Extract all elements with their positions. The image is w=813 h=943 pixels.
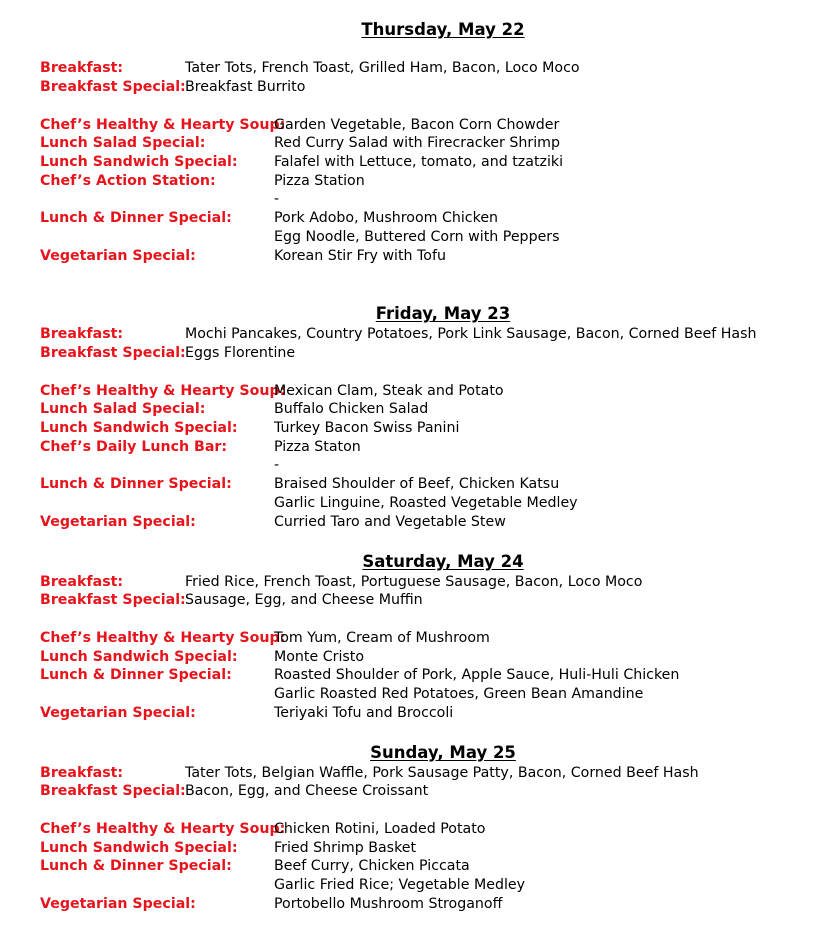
- meal-label: Chef’s Action Station:: [40, 173, 216, 189]
- meal-label: Breakfast Special:: [40, 783, 186, 799]
- meal-value: Braised Shoulder of Beef, Chicken Katsu: [274, 476, 560, 492]
- meal-value: Teriyaki Tofu and Broccoli: [274, 705, 454, 721]
- meal-value: Red Curry Salad with Firecracker Shrimp: [274, 135, 560, 151]
- menu-row: [0, 857, 813, 876]
- menu-row: [0, 382, 813, 401]
- menu-row: [0, 209, 813, 228]
- menu-row: [0, 648, 813, 667]
- meal-value: Monte Cristo: [274, 649, 365, 665]
- meal-value: Korean Stir Fry with Tofu: [274, 248, 446, 264]
- meal-label: Lunch Sandwich Special:: [40, 840, 238, 856]
- menu-row: [0, 153, 813, 172]
- menu-row: [0, 764, 813, 783]
- menu-row: [0, 78, 813, 97]
- meal-label: Chef’s Healthy & Hearty Soup:: [40, 821, 286, 837]
- meal-value: Pizza Staton: [274, 439, 361, 455]
- meal-label: Breakfast Special:: [40, 345, 186, 361]
- menu-row: [0, 228, 813, 247]
- meal-value: Turkey Bacon Swiss Panini: [274, 420, 460, 436]
- meal-value: Garlic Fried Rice; Vegetable Medley: [274, 877, 526, 893]
- meal-label: Vegetarian Special:: [40, 248, 196, 264]
- meal-label: Chef’s Healthy & Hearty Soup:: [40, 630, 286, 646]
- meal-label: Lunch Sandwich Special:: [40, 649, 238, 665]
- meal-value: Chicken Rotini, Loaded Potato: [274, 821, 486, 837]
- meal-label: Breakfast:: [40, 60, 124, 76]
- meal-label: Breakfast:: [40, 326, 124, 342]
- meal-value: Curried Taro and Vegetable Stew: [274, 514, 506, 530]
- meal-value: Tater Tots, Belgian Waffle, Pork Sausage Patty, Bacon, Corned Beef Hash: [185, 765, 699, 781]
- meal-value: Eggs Florentine: [185, 345, 296, 361]
- meal-value: Garlic Linguine, Roasted Vegetable Medley: [274, 495, 578, 511]
- meal-value: Portobello Mushroom Stroganoff: [274, 896, 503, 912]
- menu-row: [0, 820, 813, 839]
- menu-row: [0, 494, 813, 513]
- meal-value: Fried Rice, French Toast, Portuguese Sausage, Bacon, Loco Moco: [185, 574, 643, 590]
- meal-label: Lunch & Dinner Special:: [40, 210, 232, 226]
- menu-row: [0, 190, 813, 209]
- menu-row: [0, 839, 813, 858]
- menu-row: [0, 172, 813, 191]
- menu-row: [0, 895, 813, 914]
- meal-value: Beef Curry, Chicken Piccata: [274, 858, 470, 874]
- meal-label: Lunch & Dinner Special:: [40, 858, 232, 874]
- meal-label: Breakfast:: [40, 765, 124, 781]
- meal-value: Tater Tots, French Toast, Grilled Ham, Bacon, Loco Moco: [185, 60, 580, 76]
- meal-label: Vegetarian Special:: [40, 705, 196, 721]
- menu-row: [0, 400, 813, 419]
- meal-value: Tom Yum, Cream of Mushroom: [274, 630, 490, 646]
- meal-label: Breakfast:: [40, 574, 124, 590]
- menu-row: [0, 685, 813, 704]
- menu-row: [0, 134, 813, 153]
- meal-value: -: [274, 191, 280, 207]
- meal-label: Breakfast Special:: [40, 592, 186, 608]
- menu-row: [0, 782, 813, 801]
- menu-row: [0, 475, 813, 494]
- meal-value: Sausage, Egg, and Cheese Muffin: [185, 592, 423, 608]
- meal-value: Mexican Clam, Steak and Potato: [274, 383, 504, 399]
- menu-row: [0, 573, 813, 592]
- menu-row: [0, 419, 813, 438]
- menu-row: [0, 876, 813, 895]
- menu-row: [0, 438, 813, 457]
- menu-row: [0, 591, 813, 610]
- meal-label: Chef’s Daily Lunch Bar:: [40, 439, 228, 455]
- menu-row: [0, 247, 813, 266]
- meal-value: Garlic Roasted Red Potatoes, Green Bean Amandine: [274, 686, 644, 702]
- meal-value: Egg Noodle, Buttered Corn with Peppers: [274, 229, 560, 245]
- meal-value: Bacon, Egg, and Cheese Croissant: [185, 783, 429, 799]
- meal-value: Pork Adobo, Mushroom Chicken: [274, 210, 499, 226]
- meal-value: Breakfast Burrito: [185, 79, 306, 95]
- meal-value: Fried Shrimp Basket: [274, 840, 417, 856]
- menu-row: [0, 629, 813, 648]
- meal-label: Lunch Salad Special:: [40, 401, 206, 417]
- meal-label: Lunch Sandwich Special:: [40, 154, 238, 170]
- day-title-saturday: Saturday, May 24: [362, 552, 524, 571]
- meal-label: Vegetarian Special:: [40, 514, 196, 530]
- meal-value: Mochi Pancakes, Country Potatoes, Pork Link Sausage, Bacon, Corned Beef Hash: [185, 326, 757, 342]
- menu-row: [0, 116, 813, 135]
- day-title-thursday: Thursday, May 22: [361, 20, 525, 39]
- meal-value: Garden Vegetable, Bacon Corn Chowder: [274, 117, 560, 133]
- meal-label: Vegetarian Special:: [40, 896, 196, 912]
- menu-row: [0, 59, 813, 78]
- meal-value: -: [274, 457, 280, 473]
- meal-value: Buffalo Chicken Salad: [274, 401, 429, 417]
- menu-row: [0, 704, 813, 723]
- meal-label: Chef’s Healthy & Hearty Soup:: [40, 117, 286, 133]
- day-title-sunday: Sunday, May 25: [370, 743, 516, 762]
- meal-value: Roasted Shoulder of Pork, Apple Sauce, Huli-Huli Chicken: [274, 667, 680, 683]
- menu-row: [0, 666, 813, 685]
- meal-label: Lunch & Dinner Special:: [40, 667, 232, 683]
- meal-label: Lunch Sandwich Special:: [40, 420, 238, 436]
- meal-label: Breakfast Special:: [40, 79, 186, 95]
- meal-label: Chef’s Healthy & Hearty Soup:: [40, 383, 286, 399]
- meal-label: Lunch Salad Special:: [40, 135, 206, 151]
- meal-value: Pizza Station: [274, 173, 365, 189]
- menu-row: [0, 513, 813, 532]
- meal-value: Falafel with Lettuce, tomato, and tzatziki: [274, 154, 564, 170]
- meal-label: Lunch & Dinner Special:: [40, 476, 232, 492]
- menu-row: [0, 325, 813, 344]
- menu-row: [0, 344, 813, 363]
- day-title-friday: Friday, May 23: [375, 304, 511, 323]
- menu-row: [0, 456, 813, 475]
